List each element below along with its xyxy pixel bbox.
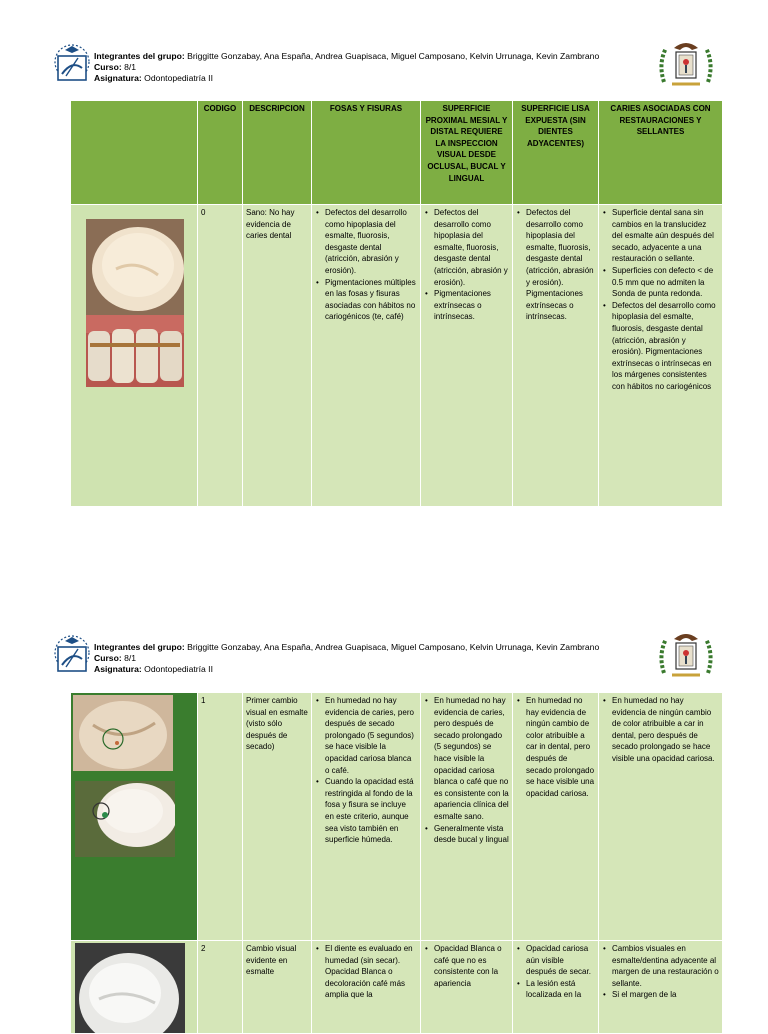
table-row xyxy=(71,205,723,507)
caries-criteria-table-1 xyxy=(70,100,723,507)
lisa-cell xyxy=(513,693,599,941)
subject-label: Asignatura xyxy=(94,664,139,674)
table-row xyxy=(71,941,723,1034)
column-header-image xyxy=(71,101,198,205)
column-header-description: DESCRIPCION xyxy=(243,101,312,205)
faculty-logo-icon xyxy=(52,40,92,86)
list-item: • Pigmentaciones múltiples en las fosas y fisuras asociadas con hábitos no cariogénicos (te, café) xyxy=(325,277,417,323)
molar-lesion-photo xyxy=(75,943,185,1033)
list-item: • En humedad no hay evidencia de ningún cambio de color atribuible a car in dental, pero después de secado prolongado se hace visible una opacidad cariosa. xyxy=(526,695,595,799)
list-item: • Opacidad Blanca o café que no es consistente con la apariencia xyxy=(434,943,509,989)
course-value: 8/1 xyxy=(124,62,137,72)
restauraciones-cell xyxy=(599,941,723,1034)
fosas-cell xyxy=(312,941,421,1034)
list-item: • Cambios visuales en esmalte/dentina adyacente al margen de una restauración o sellante. xyxy=(612,943,719,989)
molar-circle-photo xyxy=(75,781,175,857)
table-row xyxy=(71,693,723,941)
group-label: Integrantes del grupo xyxy=(94,642,182,652)
page-header xyxy=(52,40,716,96)
list-item: • Pigmentaciones extrínsecas o intrínsecas. xyxy=(434,288,509,323)
fosas-cell xyxy=(312,693,421,941)
image-cell xyxy=(71,941,198,1034)
fosas-cell xyxy=(312,205,421,507)
column-header-lisa: SUPERFICIE LISA EXPUESTA (SIN DIENTES ADYACENTES) xyxy=(513,101,599,205)
lisa-cell xyxy=(513,205,599,507)
code-cell: 0 xyxy=(198,205,243,507)
list-item: • Opacidad cariosa aún visible después de secar. xyxy=(526,943,595,978)
list-item: • Defectos del desarrollo como hipoplasia del esmalte, fluorosis, desgaste dental (atricción, abrasión y erosión). xyxy=(325,207,417,277)
proximal-cell xyxy=(421,941,513,1034)
group-members: Briggitte Gonzabay, Ana España, Andrea Guapisaca, Miguel Camposano, Kelvin Urrunaga, Kevin Zambrano xyxy=(187,51,600,61)
image-cell xyxy=(71,205,198,507)
list-item: • Defectos del desarrollo como hipoplasia del esmalte, fluorosis, desgaste dental (atricción, abrasión y erosión). xyxy=(434,207,509,288)
subject-value: Odontopediatría II xyxy=(144,73,213,83)
subject-value: Odontopediatría II xyxy=(144,664,213,674)
subject-label: Asignatura xyxy=(94,73,139,83)
course-label: Curso xyxy=(94,62,119,72)
group-members: Briggitte Gonzabay, Ana España, Andrea Guapisaca, Miguel Camposano, Kelvin Urrunaga, Kevin Zambrano xyxy=(187,642,600,652)
header-info: Integrantes del grupo: Briggitte Gonzabay, Ana España, Andrea Guapisaca, Miguel Camposano, Kelvin Urrunaga, Kevin Zambrano Curso: 8/1 Asignatura: Odontopediatría II xyxy=(94,642,600,674)
description-cell: Sano: No hay evidencia de caries dental xyxy=(243,205,312,507)
header-info: Integrantes del grupo: Briggitte Gonzabay, Ana España, Andrea Guapisaca, Miguel Camposano, Kelvin Urrunaga, Kevin Zambrano Curso: 8/1 Asignatura: Odontopediatría II xyxy=(94,51,600,83)
page-header xyxy=(52,631,716,687)
list-item: • En humedad no hay evidencia de ningún cambio de color atribuible a car in dental, pero después de secado prolongado se hace visible una opacidad cariosa. xyxy=(612,695,719,765)
molar-opacity-photo xyxy=(73,695,173,771)
proximal-cell xyxy=(421,693,513,941)
list-item: • El diente es evaluado en humedad (sin secar). Opacidad Blanca o decoloración café más amplia que la xyxy=(325,943,417,1001)
code-cell: 2 xyxy=(198,941,243,1034)
course-label: Curso xyxy=(94,653,119,663)
image-cell xyxy=(71,693,198,941)
lisa-cell xyxy=(513,941,599,1034)
list-item: • Superficie dental sana sin cambios en la translucidez del esmalte aún después del secado, adyacente a una restauración o sellante. xyxy=(612,207,719,265)
column-header-proximal: SUPERFICIE PROXIMAL MESIAL Y DISTAL REQUIERE LA INSPECCION VISUAL DESDE OCLUSAL, BUCAL Y LINGUAL xyxy=(421,101,513,205)
column-header-fosas: FOSAS Y FISURAS xyxy=(312,101,421,205)
healthy-molar-photo xyxy=(86,219,184,315)
list-item: • Defectos del desarrollo como hipoplasia del esmalte, fluorosis, desgaste dental (atricción, abrasión y erosión). Pigmentaciones extrínsecas o intrínsecas en los márgenes consistentes con hábitos no cariogénicos xyxy=(612,300,719,393)
column-header-code: CODIGO xyxy=(198,101,243,205)
list-item: • Si el margen de la xyxy=(612,989,719,1001)
pigmented-teeth-photo xyxy=(86,315,184,387)
restauraciones-cell xyxy=(599,693,723,941)
code-cell: 1 xyxy=(198,693,243,941)
description-cell: Cambio visual evidente en esmalte xyxy=(243,941,312,1034)
university-seal-icon xyxy=(656,36,716,92)
caries-criteria-table-2 xyxy=(70,692,723,1034)
restauraciones-cell xyxy=(599,205,723,507)
list-item: • Defectos del desarrollo como hipoplasia del esmalte, fluorosis, desgaste dental (atricción, abrasión y erosión). Pigmentaciones extrínsecas o intrínsecas. xyxy=(526,207,595,323)
proximal-cell xyxy=(421,205,513,507)
list-item: • En humedad no hay evidencia de caries, pero después de secado prolongado (5 segundos) se hace visible la opacidad cariosa blanca o café. xyxy=(325,695,417,776)
description-cell: Primer cambio visual en esmalte (visto sólo después de secado) xyxy=(243,693,312,941)
table-header-row xyxy=(71,101,723,205)
list-item: • En humedad no hay evidencia de caries, pero después de secado prolongado (5 segundos) se hace visible la opacidad cariosa blanca o café que no es consistente con la apariencia clínica del esmalte sano. xyxy=(434,695,509,823)
column-header-restauraciones: CARIES ASOCIADAS CON RESTAURACIONES Y SELLANTES xyxy=(599,101,723,205)
list-item: • Generalmente vista desde bucal y lingual xyxy=(434,823,509,846)
list-item: • Superficies con defecto < de 0.5 mm que no admiten la Sonda de punta redonda. xyxy=(612,265,719,300)
list-item: • La lesión está localizada en la xyxy=(526,978,595,1001)
course-value: 8/1 xyxy=(124,653,137,663)
faculty-logo-icon xyxy=(52,631,92,677)
list-item: • Cuando la opacidad está restringida al fondo de la fosa y fisura se incluye en este criterio, aunque sea visto también en superficie húmeda. xyxy=(325,776,417,846)
university-seal-icon xyxy=(656,627,716,683)
group-label: Integrantes del grupo xyxy=(94,51,182,61)
